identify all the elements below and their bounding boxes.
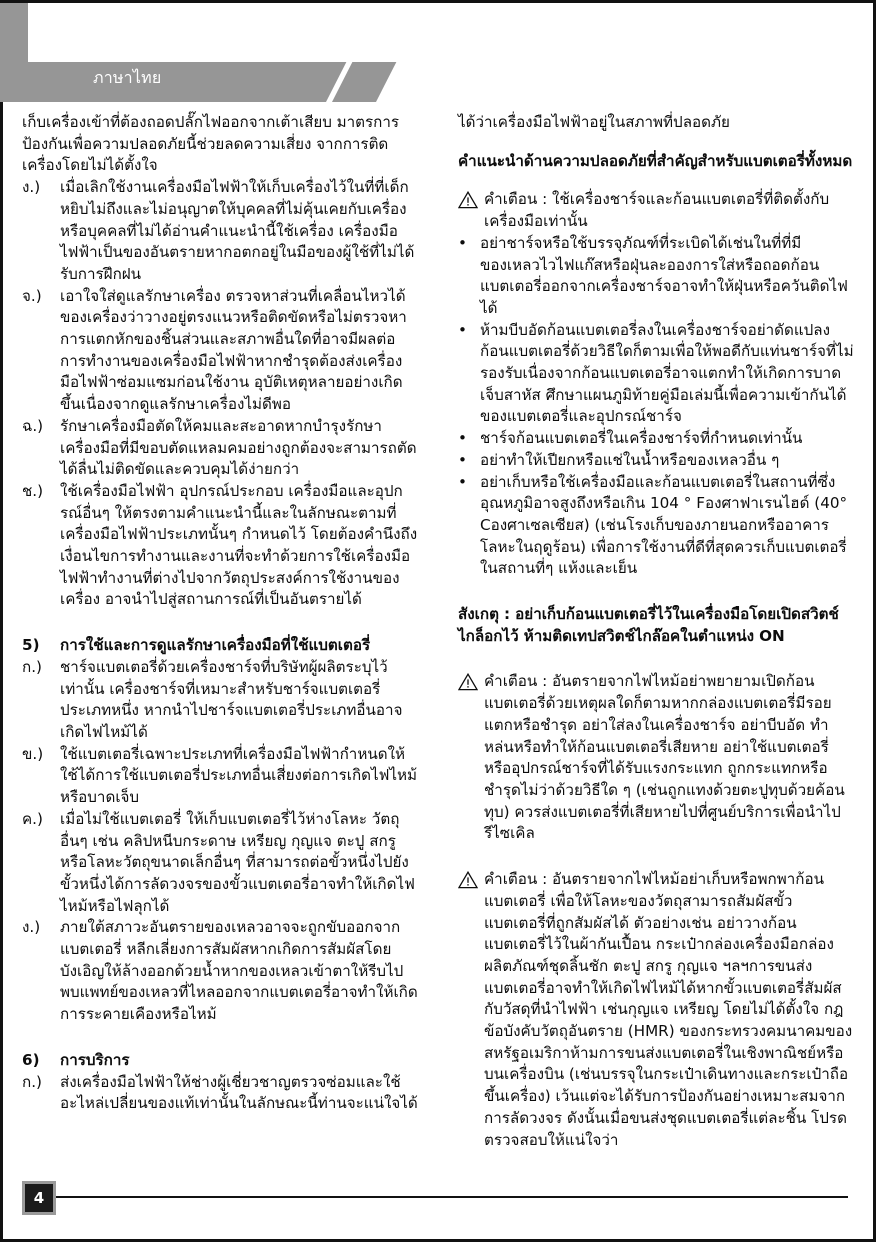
spacer xyxy=(458,580,854,604)
spacer xyxy=(22,1026,418,1050)
page-number: 4 xyxy=(25,1184,53,1212)
spacer xyxy=(458,647,854,671)
spacer xyxy=(22,611,418,635)
list-item xyxy=(22,917,418,1026)
list-marker: จ.) xyxy=(22,286,42,305)
list-marker: ข.) xyxy=(22,744,44,763)
bullet-dot-icon: • xyxy=(458,472,467,491)
section-marker: 6) xyxy=(22,1050,40,1069)
note-block: สังเกตุ : อย่าเก็บก้อนแบตเตอรี่ไว้ในเครื่องมือโดยเปิดสวิตช์ไกล็อกไว้ ห้ามติดเทปสวิตช์ไกล๊อคในตำแหน่ง ON xyxy=(458,605,839,645)
spacer xyxy=(458,134,854,151)
battery-safety-heading: คำแนะนำด้านความปลอดภัยที่สำคัญสำหรับแบตเตอรี่ทั้งหมด xyxy=(458,151,853,170)
left-continued-paragraph: เก็บเครื่องเข้าที่ต้องถอดปลั๊กไฟออกจากเต้าเสียบ มาตรการป้องกันเพื่อความปลอดภัยนี้ช่วยลดความเสี่ยง จากการติดเครื่องโดยไม่ได้ตั้งใจ xyxy=(22,113,400,175)
spacer xyxy=(458,172,854,189)
list-item-text: รักษาเครื่องมือตัดให้คมและสะอาดหากบำรุงรักษาเครื่องมือที่มีขอบตัดแหลมคมอย่างถูกต้องจะสามารถตัดได้ลื่นไม่ติดขัดและควบคุมได้ง่ายกว่า xyxy=(60,416,417,479)
bullet-text: อย่าชาร์จหรือใช้บรรจุภัณฑ์ที่ระเบิดได้เช่นในที่ที่มีของเหลวไวไฟแก๊สหรือฝุ่นละอองการใส่หรือถอดก้อนแบตเตอรี่ออกจากเครื่องชาร์จอาจทำให้ฝุ่นหรือควันติดไฟได้ xyxy=(480,233,848,317)
bullet-text: อย่าเก็บหรือใช้เครื่องมือและก้อนแบตเตอรี่ในสถานที่ซึ่งอุณหภูมิอาจสูงถึงหรือเกิน 104 ° Fองศาฟาเรนไฮด์ (40° Cองศาเซลเซียส) (เช่นโรงเก็บของภายนอกหรืออาคารโลหะในฤดูร้อน) เพื่อการใช้งานที่ดีที่สุดควรเก็บแบตเตอรี่ในสถานที่ๆ แห้งและเย็น xyxy=(480,472,848,578)
list-marker: ง.) xyxy=(22,918,41,937)
list-marker: ฉ.) xyxy=(22,416,44,435)
list-item-text: เมื่อไม่ใช้แบตเตอรี่ ให้เก็บแบตเตอรี่ไว้ห่างโลหะ วัตถุอื่นๆ เช่น คลิปหนีบกระดาษ เหรียญ กุญแจ ตะปู สกรู หรือโลหะวัตถุขนาดเล็กอื่นๆ ที่สามารถต่อขั้วหนึ่งไปยังขั้วหนึ่งได้การลัดวงจรของขั้วแบตเตอรี่อาจทำให้เกิดไฟไหม้หรือไฟลุกได้ xyxy=(60,809,415,915)
bullet-text: อย่าทำให้เปียกหรือแช่ในน้ำหรือของเหลวอื่น ๆ xyxy=(480,450,780,469)
warning-text: คำเตือน : ใช้เครื่องชาร์จและก้อนแบตเตอรี่ที่ติดตั้งกับเครื่องมือเท่านั้น xyxy=(484,190,830,231)
warning-block-1 xyxy=(458,189,854,232)
bullet-item xyxy=(458,450,854,472)
list-item-text: ใช้แบตเตอรี่เฉพาะประเภทที่เครื่องมือไฟฟ้ากำหนดให้ใช้ได้การใช้แบตเตอรี่ประเภทอื่นเสี่ยงต่อการเกิดไฟไหม้หรือบาดเจ็บ xyxy=(60,744,418,807)
list-item xyxy=(22,809,418,918)
warning-triangle-icon xyxy=(458,673,484,695)
warning-triangle-icon xyxy=(458,191,484,213)
bullet-item xyxy=(458,472,854,581)
section-title: การใช้และการดูแลรักษาเครื่องมือที่ใช้แบตเตอรี่ xyxy=(60,636,371,655)
warning-text: คำเตือน : อันตรายจากไฟไหม้อย่าเก็บหรือพกพาก้อนแบตเตอรี่ เพื่อให้โลหะของวัตถุสามารถสัมผัสขั้วแบตเตอรี่ที่ถูกสัมผัสได้ ตัวอย่างเช่น อย่าวางก้อนแบตเตอรี่ไว้ในผ้ากันเปื้อน กระเป๋ากล่องเครื่องมือกล่องผลิตภัณฑ์ชุดลิ้นชัก ตะปู สกรู กุญแจ ฯลฯการขนส่งแบตเตอรี่อาจทำให้เกิดไฟไหม้ได้หากขั้วแบตเตอรี่สัมผัสกับวัสดุที่นำไฟฟ้า เช่นกุญแจ เหรียญ โดยไม่ได้ตั้งใจ กฎข้อบังคับวัตถุอันตราย (HMR) ของกระทรวงคมนาคมของสหรัฐอเมริกาห้ามการขนส่งแบตเตอรี่ในเชิงพาณิชย์หรือบนเครื่องบิน (เช่นบรรจุในกระเป๋าเดินทางและกระเป๋าถือขึ้นเครื่อง) เว้นแต่จะได้รับการป้องกันอย่างเหมาะสมจากการลัดวงจร ดังนั้นเมื่อขนส่งชุดแบตเตอรี่แต่ละชิ้น โปรดตรวจสอบให้แน่ใจว่า xyxy=(484,870,853,1149)
list-item xyxy=(22,481,418,611)
list-marker: ก.) xyxy=(22,1072,42,1091)
left-column xyxy=(22,112,418,1115)
list-item xyxy=(22,286,418,416)
list-marker: ค.) xyxy=(22,809,43,828)
warning-block-2 xyxy=(458,671,854,845)
list-item-text: เมื่อเลิกใช้งานเครื่องมือไฟฟ้าให้เก็บเครื่องไว้ในที่ที่เด็กหยิบไม่ถึงและไม่อนุญาตให้บุคคลที่ไม่คุ้นเคยกับเครื่อง หรือบุคคลที่ไม่ได้อ่านคำแนะนำนี้ใช้เครื่อง เครื่องมือไฟฟ้าเป็นของอันตรายหากอตกอยู่ในมือของผู้ใช้ที่ไม่ได้รับการฝึกฝน xyxy=(60,178,415,283)
bullet-item xyxy=(458,320,854,429)
list-item xyxy=(22,416,418,481)
bullet-dot-icon: • xyxy=(458,429,467,448)
list-marker: ช.) xyxy=(22,481,44,500)
list-item xyxy=(22,657,418,744)
list-item-text: ใช้เครื่องมือไฟฟ้า อุปกรณ์ประกอบ เครื่องมือและอุปกรณ์อื่นๆ ให้ตรงตามคำแนะนำนี้และในลักษณะตามที่เครื่องมือไฟฟ้าประเภทนั้นๆ กำหนดไว้ โดยต้องคำนึงถึงเงื่อนไขการทำงานและงานที่จะทำด้วยการใช้เครื่องมือไฟฟ้าทำงานที่ต่างไปจากวัตถุประสงค์การใช้งานของเครื่อง อาจนำไปสู่สถานการณ์ที่เป็นอันตรายได้ xyxy=(60,481,418,609)
body-columns xyxy=(0,112,876,1167)
list-item-text: เอาใจใส่ดูแลรักษาเครื่อง ตรวจหาส่วนที่เคลื่อนไหวได้ของเครื่องว่าวางอยู่ตรงแนวหรือติดขัดหรือไม่ตรวจหาการแตกหักของชิ้นส่วนและสภาพอื่นใดที่อาจมีผลต่อการทำงานของเครื่องมือไฟฟ้าหากชำรุดต้องส่งเครื่องมือไฟฟ้าซ่อมแซมก่อนใช้งาน อุบัติเหตุหลายอย่างเกิดขึ้นเนื่องจากดูแลรักษาเครื่องไม่ดีพอ xyxy=(60,286,407,414)
warning-text: คำเตือน : อันตรายจากไฟไหม้อย่าพยายามเปิดก้อนแบตเตอรี่ด้วยเหตุผลใดก็ตามหากกล่องแบตเตอรี่มีรอยแตกหรือชำรุด อย่าใส่ลงในเครื่องชาร์จ อย่าบีบอัด ทำหล่นหรือทำให้ก้อนแบตเตอรี่เสียหาย อย่าใช้แบตเตอรี่หรืออุปกรณ์ชาร์จที่ได้รับแรงกระแทก ถูกกระแทกหรือชำรุดไม่ว่าด้วยวิธีใด ๆ (เช่นถูกแทงด้วยตะปูทุบด้วยค้อนทุบ) ควรส่งแบตเตอรี่ที่เสียหายไปที่ศูนย์บริการเพื่อนำไปรีไซเคิล xyxy=(484,672,845,843)
list-item xyxy=(22,1072,418,1115)
footer-rule xyxy=(28,1196,848,1198)
section-title: การบริการ xyxy=(60,1050,130,1069)
warning-triangle-icon xyxy=(458,871,484,893)
language-tab-label: ภาษาไทย xyxy=(93,68,162,87)
page-header xyxy=(0,3,876,102)
bullet-text: ห้ามบีบอัดก้อนแบตเตอรี่ลงในเครื่องชาร์จอย่าดัดแปลงก้อนแบตเตอรี่ด้วยวิธีใดก็ตามเพื่อให้พอดีกับแท่นชาร์จที่ไม่รองรับเนื่องจากก้อนแบตเตอรี่อาจแตกทำให้เกิดการบาดเจ็บสาหัส ศึกษาแผนภูมิท้ายคู่มือเล่มนี้เพื่อความเข้ากันได้ของแบตเตอรี่และอุปกรณ์ชาร์จ xyxy=(480,320,854,426)
warning-block-3 xyxy=(458,869,854,1151)
list-item-text: ภายใต้สภาวะอันตรายของเหลวอาจจะถูกขับออกจากแบตเตอรี่ หลีกเลี่ยงการสัมผัสหากเกิดการสัมผัสโดยบังเอิญให้ล้างออกด้วยน้ำหากของเหลวเข้าตาให้รีบไปพบแพทย์ของเหลวที่ไหลออกจากแบตเตอรี่อาจทำให้เกิดการระคายเคืองหรือไหม้ xyxy=(60,918,418,1024)
section-heading-5 xyxy=(22,635,418,657)
bullet-dot-icon: • xyxy=(458,233,467,252)
bullet-item xyxy=(458,233,854,320)
right-column xyxy=(458,112,854,1151)
list-item xyxy=(22,177,418,286)
list-marker: ง.) xyxy=(22,178,41,197)
list-marker: ก.) xyxy=(22,657,42,676)
bullet-dot-icon: • xyxy=(458,320,467,339)
right-continued-paragraph: ได้ว่าเครื่องมือไฟฟ้าอยู่ในสภาพที่ปลอดภัย xyxy=(458,113,730,131)
spacer xyxy=(458,845,854,869)
bullet-text: ชาร์จก้อนแบตเตอรี่ในเครื่องชาร์จที่กำหนดเท่านั้น xyxy=(480,429,803,448)
bullet-dot-icon: • xyxy=(458,450,467,469)
section-marker: 5) xyxy=(22,636,40,655)
section-heading-6 xyxy=(22,1050,418,1072)
page-footer xyxy=(0,1170,876,1242)
page-number-badge xyxy=(22,1181,56,1215)
list-item-text: ชาร์จแบตเตอรี่ด้วยเครื่องชาร์จที่บริษัทผู้ผลิตระบุไว้เท่านั้น เครื่องชาร์จที่เหมาะสำหรับชาร์จแบตเตอรี่ประเภทหนึ่ง หากนำไปชาร์จแบตเตอรี่ประเภทอื่นอาจเกิดไฟไหม้ได้ xyxy=(60,657,403,741)
list-item-text: ส่งเครื่องมือไฟฟ้าให้ช่างผู้เชี่ยวชาญตรวจซ่อมและใช้อะไหล่เปลี่ยนของแท้เท่านั้นในลักษณะนี้ท่านจะแน่ใจได้ xyxy=(60,1072,418,1113)
bullet-item xyxy=(458,428,854,450)
list-item xyxy=(22,744,418,809)
